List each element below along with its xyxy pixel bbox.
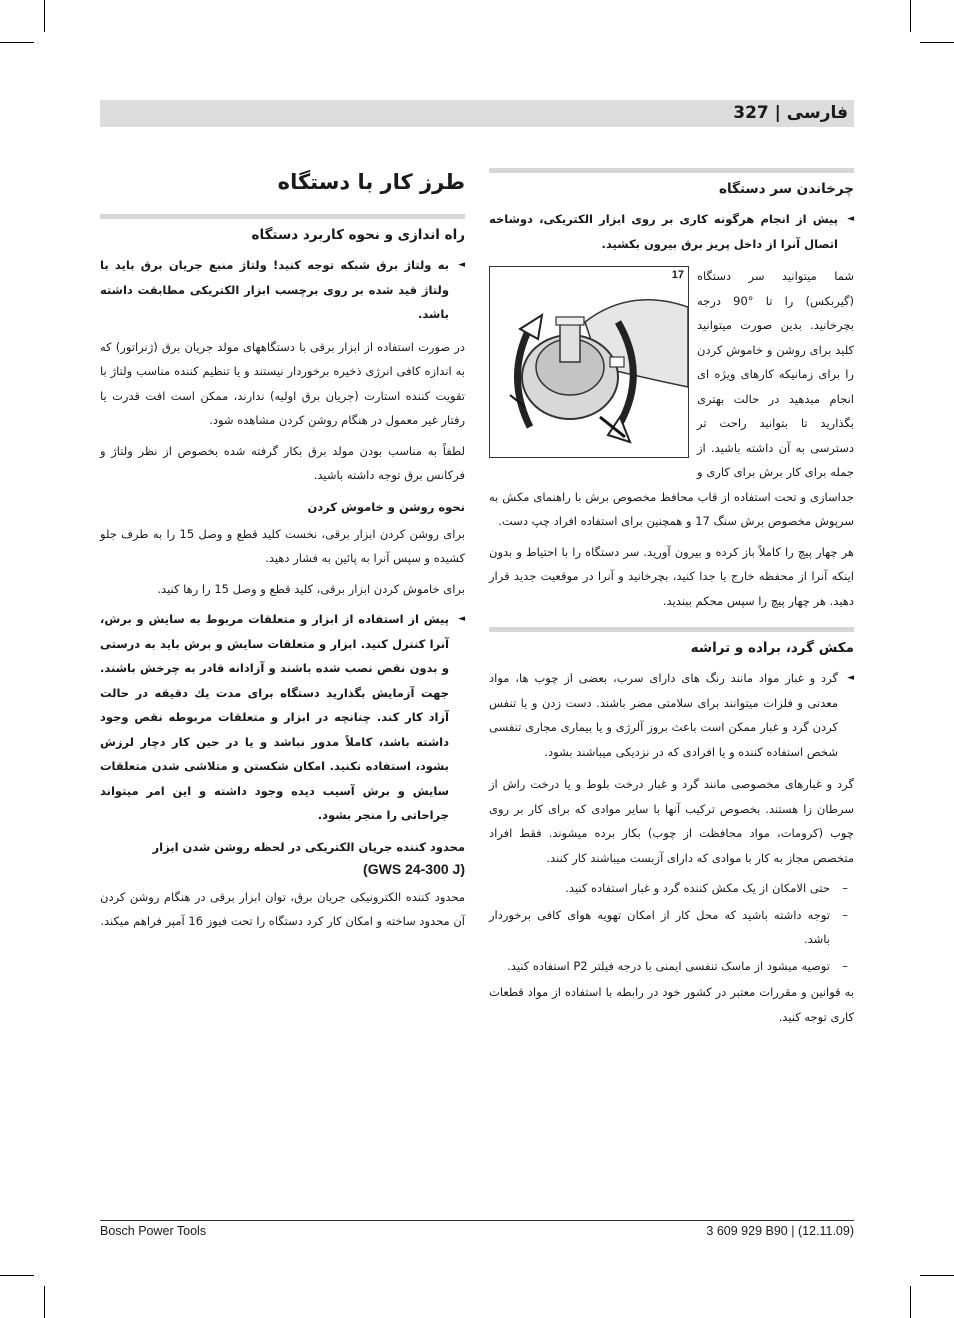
warning-unplug: ◄ پیش از انجام هرگونه کاری بر روی ابزار الکتریکی، دوشاخه اتصال آنرا از داخل پریز برق بیرون بکشید. bbox=[489, 207, 854, 256]
paragraph-start-current: محدود کننده الکترونیکی جریان برق، توان ابزار برقی در هنگام روشن کردن آن محدود ساخته و امکان کار کرد دستگاه را تحت فیوز 16 آمپر فراهم میکند. bbox=[100, 889, 465, 928]
crop-mark bbox=[0, 1275, 34, 1276]
section-heading-rotate-head: چرخاندن سر دستگاه bbox=[489, 168, 854, 197]
paragraph-regulations: به قوانین و مقررات معتبر در کشور خود در رابطه با استفاده از مواد قطعات کاری توجه کنید. bbox=[489, 985, 854, 1024]
paragraph-special-dust: گرد و غبارهای مخصوصی مانند گرد و غبار درخت بلوط و یا درخت راش از سرطان زا هستند. بخصوص ترکیب آنها با سایر موادی که برای کار بر روی چوب (کرومات، مواد محافظت از چوب) بکار برده میشوند. فقط افراد متخصص مجاز به کار با موادی که دارای آزبست میباشند کار کنند. bbox=[489, 777, 854, 865]
subheading-start-current bbox=[100, 836, 465, 881]
figure-number: 17 bbox=[671, 269, 684, 281]
crop-mark bbox=[0, 42, 34, 43]
figure-block bbox=[489, 264, 854, 540]
paragraph-rotate-head: شما میتوانید سر دستگاه (گیربکس) را تا °90 درجه بچرخانید. بدین صورت میتوانید کلید برای روشن و خاموش کردن را برای زمانیکه کارهای ویژه ای انجام میدهید در حالت بهتری بگذارید تا بتوانید راحت تر دسترسی به آن داشته باشید. از جمله برای کار برش برای کاری و جداسازی و تحت استفاده از قاب محافظ مخصوص برش با راهنمای مکش به سرپوش مخصوص برش سنگ 17 و همچنین برای استفاده افراد چپ دست. bbox=[489, 269, 854, 528]
page-title: طرز کار با دستگاه bbox=[277, 170, 465, 194]
warning-check-accessories: ◄ پیش از استفاده از ابزار و متعلقات مربوط به سایش و برش، آنرا کنترل کنید. ابزار و متعلقات سایش و برش باید به درستی و بدون نقص نصب شده باشند و آزادانه قادر به چرخش باشند. جهت آزمایش بگذارید دستگاه برای مدت يك دقيقه در حالت آزاد کار کند. چنانچه در ابزار و متعلقات مربوطه نقص وجود داشته باشد، کاملاً مدور نباشد و یا در حین کار دچار لرزش بشود، استفاده نکنید. امکان شکستن و متلاشی شدن متعلقات سایش و برش آسیب دیده وجود داشته و این امر میتواند جراحاتی را منجر بشود. bbox=[100, 607, 465, 828]
list-item-dust-extraction: – حتی الامکان از یک مکش کننده گرد و غبار استفاده کنید. bbox=[489, 876, 854, 901]
paragraph-generator: در صورت استفاده از ابزار برقی با دستگاههای مولد جریان برق (ژنراتور) که به اندازه کافی انرژی ذخیره برخوردار نیستند و یا تنظیم کننده مناسب ولتاژ با تقویت کننده استارت (جریان برق اولیه) ندارند، ممکن است افت قدرت یا رفتار غیر معمول در هنگام روشن کردن مشاهده شود. bbox=[100, 339, 465, 427]
list-item-ventilation: – توجه داشته باشید که محل کار از امکان تهویه هوای کافی برخوردار باشد. bbox=[489, 903, 854, 952]
grinder-head-figure bbox=[489, 266, 689, 458]
left-column bbox=[100, 168, 465, 940]
subheading-start-current-text: محدود کننده جریان الکتریکی در لحظه روشن شدن ابزار bbox=[152, 839, 465, 854]
footer-brand: Bosch Power Tools bbox=[100, 1224, 207, 1238]
crop-mark bbox=[44, 1286, 45, 1318]
grinder-illustration bbox=[490, 267, 688, 457]
paragraph-generator-note: لطفاً به مناسب بودن مولد برق بکار گرفته شده بخصوص از نظر ولتاژ و فرکانس برق توجه داشته باشید. bbox=[100, 443, 465, 482]
section-heading-dust: مکش گرد، براده و تراشه bbox=[489, 627, 854, 656]
crop-mark bbox=[920, 1275, 954, 1276]
crop-mark bbox=[44, 0, 45, 32]
paragraph-switch-off: برای خاموش کردن ابزار برقی، کلید قطع و وصل 15 را رها کنید. bbox=[157, 581, 465, 596]
warning-dust: ◄ گرد و غبار مواد مانند رنگ های دارای سرب، بعضی از چوب ها، مواد معدنی و فلزات میتوانند برای سلامتی مضر باشند. دست زدن و یا تنفس کردن گرد و غبار ممکن است باعث بروز آلرژی و یا بیماری مجاری تنفسی شخص استفاده کننده و یا افرادی که در نزدیکی میباشند بشود. bbox=[489, 666, 854, 764]
footer-doc-number: 3 609 929 B90 | (12.11.09) bbox=[706, 1224, 854, 1238]
page-header bbox=[100, 100, 854, 127]
warning-voltage: ◄ به ولتاژ برق شبکه توجه کنید! ولتاژ منبع جریان برق باید با ولتاژ قید شده بر روی برچسب ابزار الکتریکی مطابقت داشته باشد. bbox=[100, 253, 465, 327]
paragraph-switch-on: برای روشن کردن ابزار برقی، نخست کلید قطع و وصل 15 را به طرف جلو کشیده و سپس آنرا به پائین به فشار دهید. bbox=[100, 526, 466, 565]
crop-mark bbox=[910, 1286, 911, 1318]
footer-divider bbox=[100, 1220, 854, 1221]
section-heading-operation: راه اندازی و نحوه کاربرد دستگاه bbox=[100, 214, 465, 243]
crop-mark bbox=[910, 0, 911, 32]
list-item-respirator: – توصیه میشود از ماسک تنفسی ایمنی با درجه فیلتر P2 استفاده کنید. bbox=[489, 954, 854, 979]
paragraph-screws: هر چهار پیچ را کاملاً باز کرده و بیرون آورید. سر دستگاه را با احتیاط و بدون اینکه آنرا از محفظه خارج یا جدا کنید، بچرخانید و آنرا در موقعیت جدید قرار دهید. هر چهار پیچ را سپس محکم ببندید. bbox=[489, 544, 854, 608]
model-number: (GWS 24-300 J) bbox=[363, 860, 465, 877]
page-language-number: فارسی | 327 bbox=[733, 103, 848, 123]
right-column bbox=[489, 168, 854, 1035]
crop-mark bbox=[920, 42, 954, 43]
subheading-on-off: نحوه روشن و خاموش کردن bbox=[307, 499, 465, 514]
